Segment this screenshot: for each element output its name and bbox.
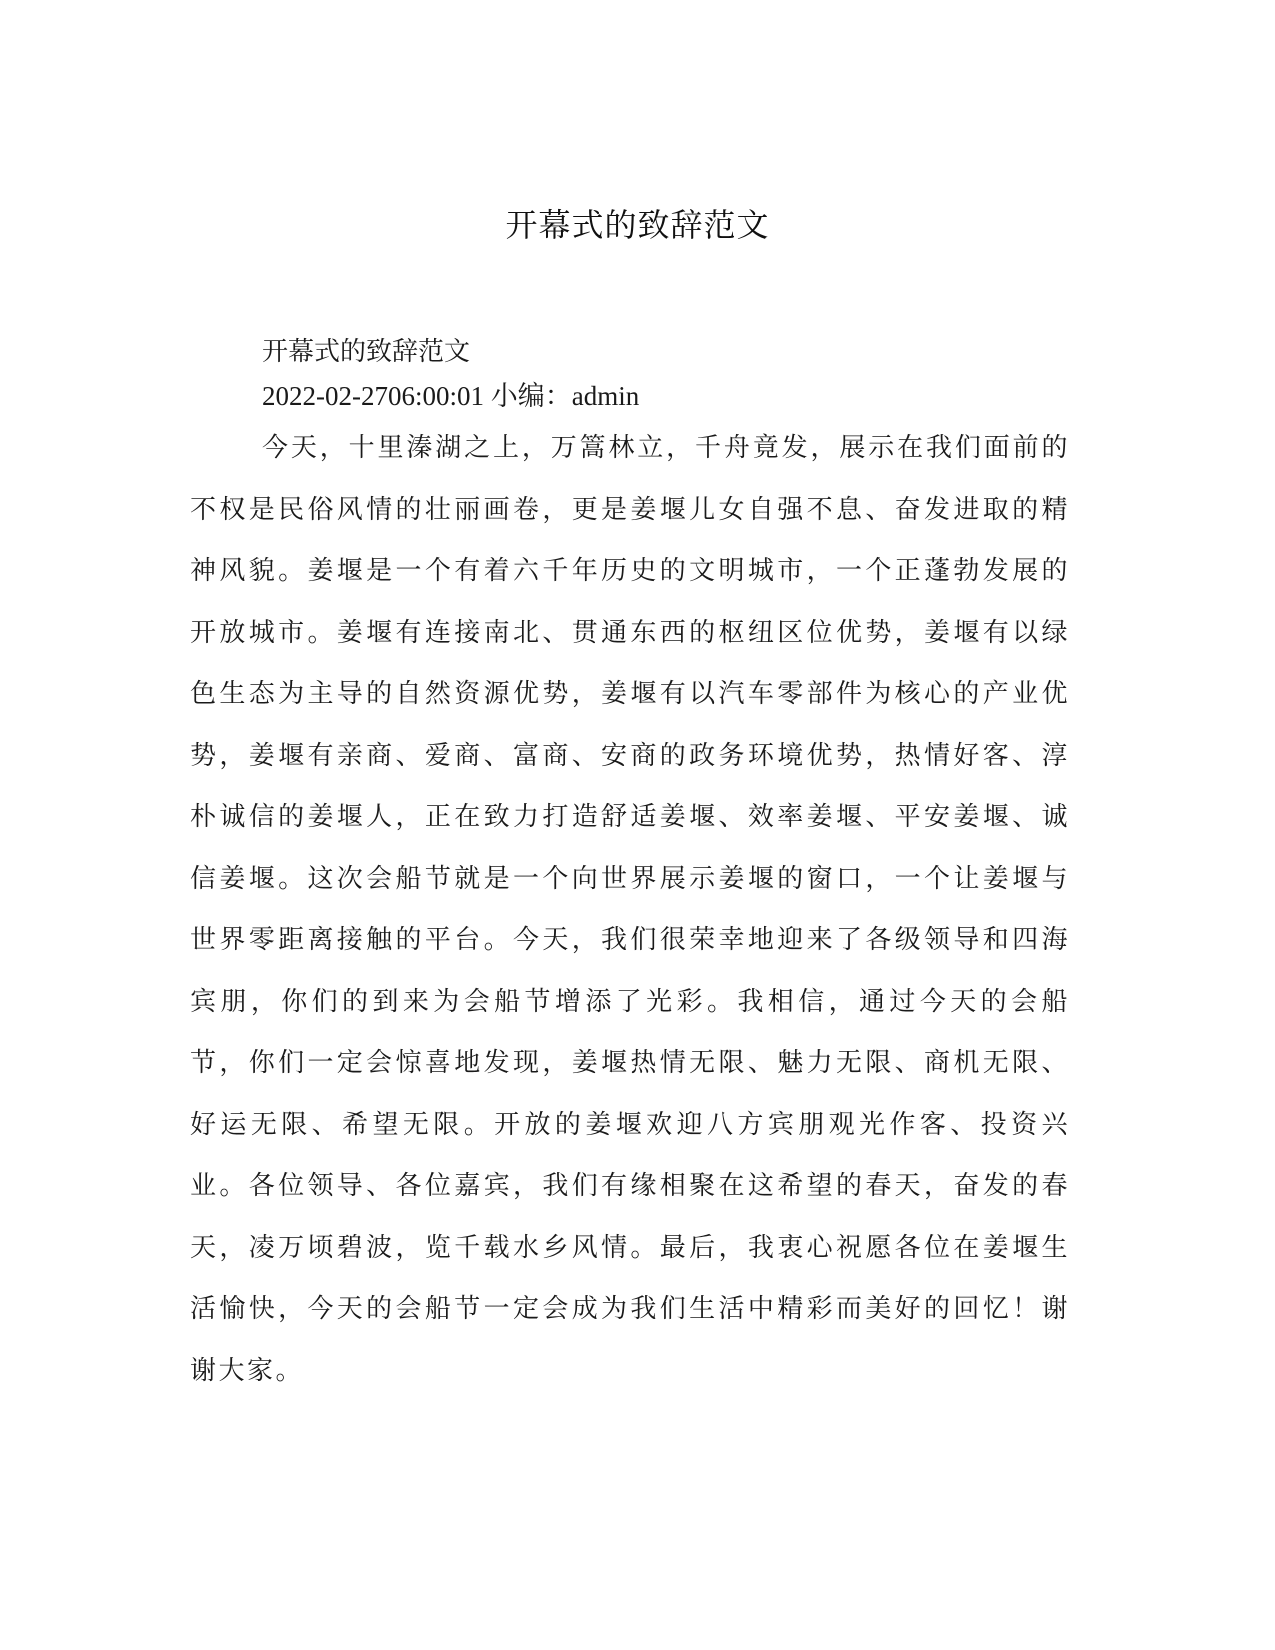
document-meta: 2022-02-2706:00:01 小编：admin — [262, 381, 640, 411]
document-subtitle: 开幕式的致辞范文 — [262, 337, 471, 367]
document-content — [190, 330, 1070, 1402]
document-body: 今天，十里溱湖之上，万篙林立，千舟竟发，展示在我们面前的不权是民俗风情的壮丽画卷，更是姜堰儿女自强不息、奋发进取的精神风貌。姜堰是一个有着六千年历史的文明城市，一个正蓬勃发展的开放城市。姜堰有连接南北、贯通东西的枢纽区位优势，姜堰有以绿色生态为主导的自然资源优势，姜堰有以汽车零部件为核心的产业优势，姜堰有亲商、爱商、富商、安商的政务环境优势，热情好客、淳朴诚信的姜堰人，正在致力打造舒适姜堰、效率姜堰、平安姜堰、诚信姜堰。这次会船节就是一个向世界展示姜堰的窗口，一个让姜堰与世界零距离接触的平台。今天，我们很荣幸地迎来了各级领导和四海宾朋，你们的到来为会船节增添了光彩。我相信，通过今天的会船节，你们一定会惊喜地发现，姜堰热情无限、魅力无限、商机无限、好运无限、希望无限。开放的姜堰欢迎八方宾朋观光作客、投资兴业。各位领导、各位嘉宾，我们有缘相聚在这希望的春天，奋发的春天，凌万顷碧波，览千载水乡风情。最后，我衷心祝愿各位在姜堰生活愉快，今天的会船节一定会成为我们生活中精彩而美好的回忆！谢谢大家。 — [190, 433, 1070, 1386]
page-title: 开幕式的致辞范文 — [505, 206, 770, 244]
